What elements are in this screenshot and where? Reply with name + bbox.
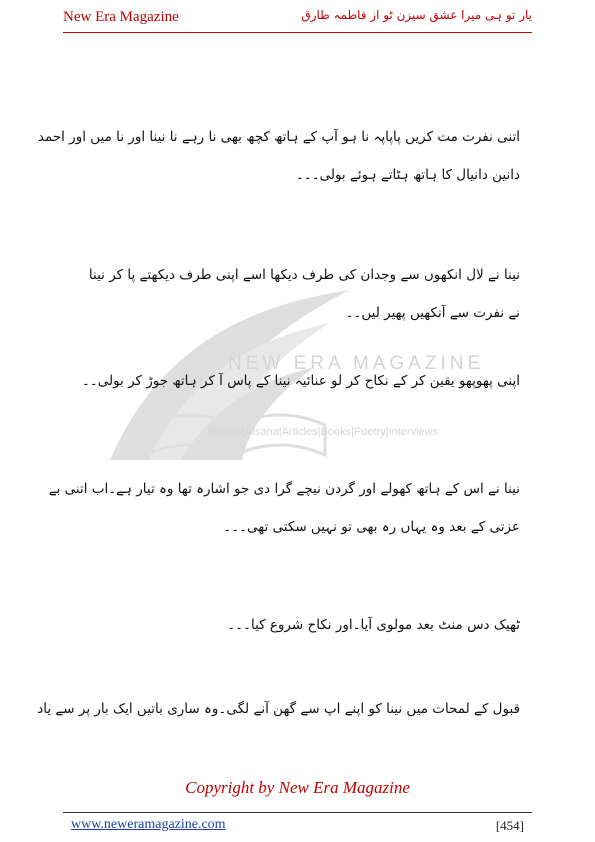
novel-title: یار تو ہی میرا عشق سیزن ٹو از فاطمہ طارق — [301, 8, 532, 22]
paragraph-line: اتنی نفرت مت کریں پاپاپہ نا ہو آپ کے ہاتھ کچھ بھی نا رہے نا نینا اور نا میں اور احمد — [37, 129, 520, 145]
paragraph-line: نینا نے لال انکھوں سے وجدان کی طرف دیکھا اسے اپنی طرف دیکھتے پا کر نینا — [88, 267, 520, 283]
paragraph-line: قبول کے لمحات میں نینا کو اپنے اپ سے گھن آنے لگی۔وہ ساری باتیں ایک بار پر سے یاد — [37, 701, 520, 717]
page-header — [63, 8, 532, 33]
page-footer — [63, 812, 532, 835]
paragraph-line: نے نفرت سے آنکھیں پھیر لیں۔۔ — [345, 305, 520, 321]
paragraph-6 — [37, 690, 520, 728]
watermark-tagline: Novels|Afsana|Articles|Books|Poetry|Interviews — [208, 426, 439, 438]
paragraph-line: اپنی پھوپھو یقین کر کے نکاح کر لو عنائیہ نینا کے پاس آ کر ہاتھ جوڑ کر بولی۔۔ — [81, 373, 520, 389]
copyright-notice: Copyright by New Era Magazine — [185, 778, 410, 797]
paragraph-2 — [70, 256, 520, 332]
watermark-brand: NEW ERA MAGAZINE — [228, 353, 485, 374]
paragraph-line: دانین دانیال کا ہاتھ ہٹاتے ہوئے بولی۔۔۔ — [295, 167, 520, 183]
paragraph-line: عزتی کے بعد وہ یہاں رہ بھی تو نہیں سکتی تھی۔۔۔ — [223, 519, 520, 535]
paragraph-1 — [37, 118, 520, 194]
paragraph-3 — [70, 362, 520, 400]
paragraph-line: نینا نے اس کے ہاتھ کھولے اور گردن نیچے گرا دی جو اشارہ تھا وہ تیار ہے۔اب اتنی بے — [48, 481, 520, 497]
paragraph-line: ٹھیک دس منٹ بعد مولوی آیا۔اور نکاح شروع کیا۔۔۔ — [227, 617, 520, 633]
website-link[interactable]: www.neweramagazine.com — [71, 817, 226, 832]
paragraph-5 — [70, 606, 520, 644]
page-number: [454] — [495, 818, 524, 833]
paragraph-4 — [48, 470, 520, 546]
magazine-title: New Era Magazine — [63, 9, 179, 25]
